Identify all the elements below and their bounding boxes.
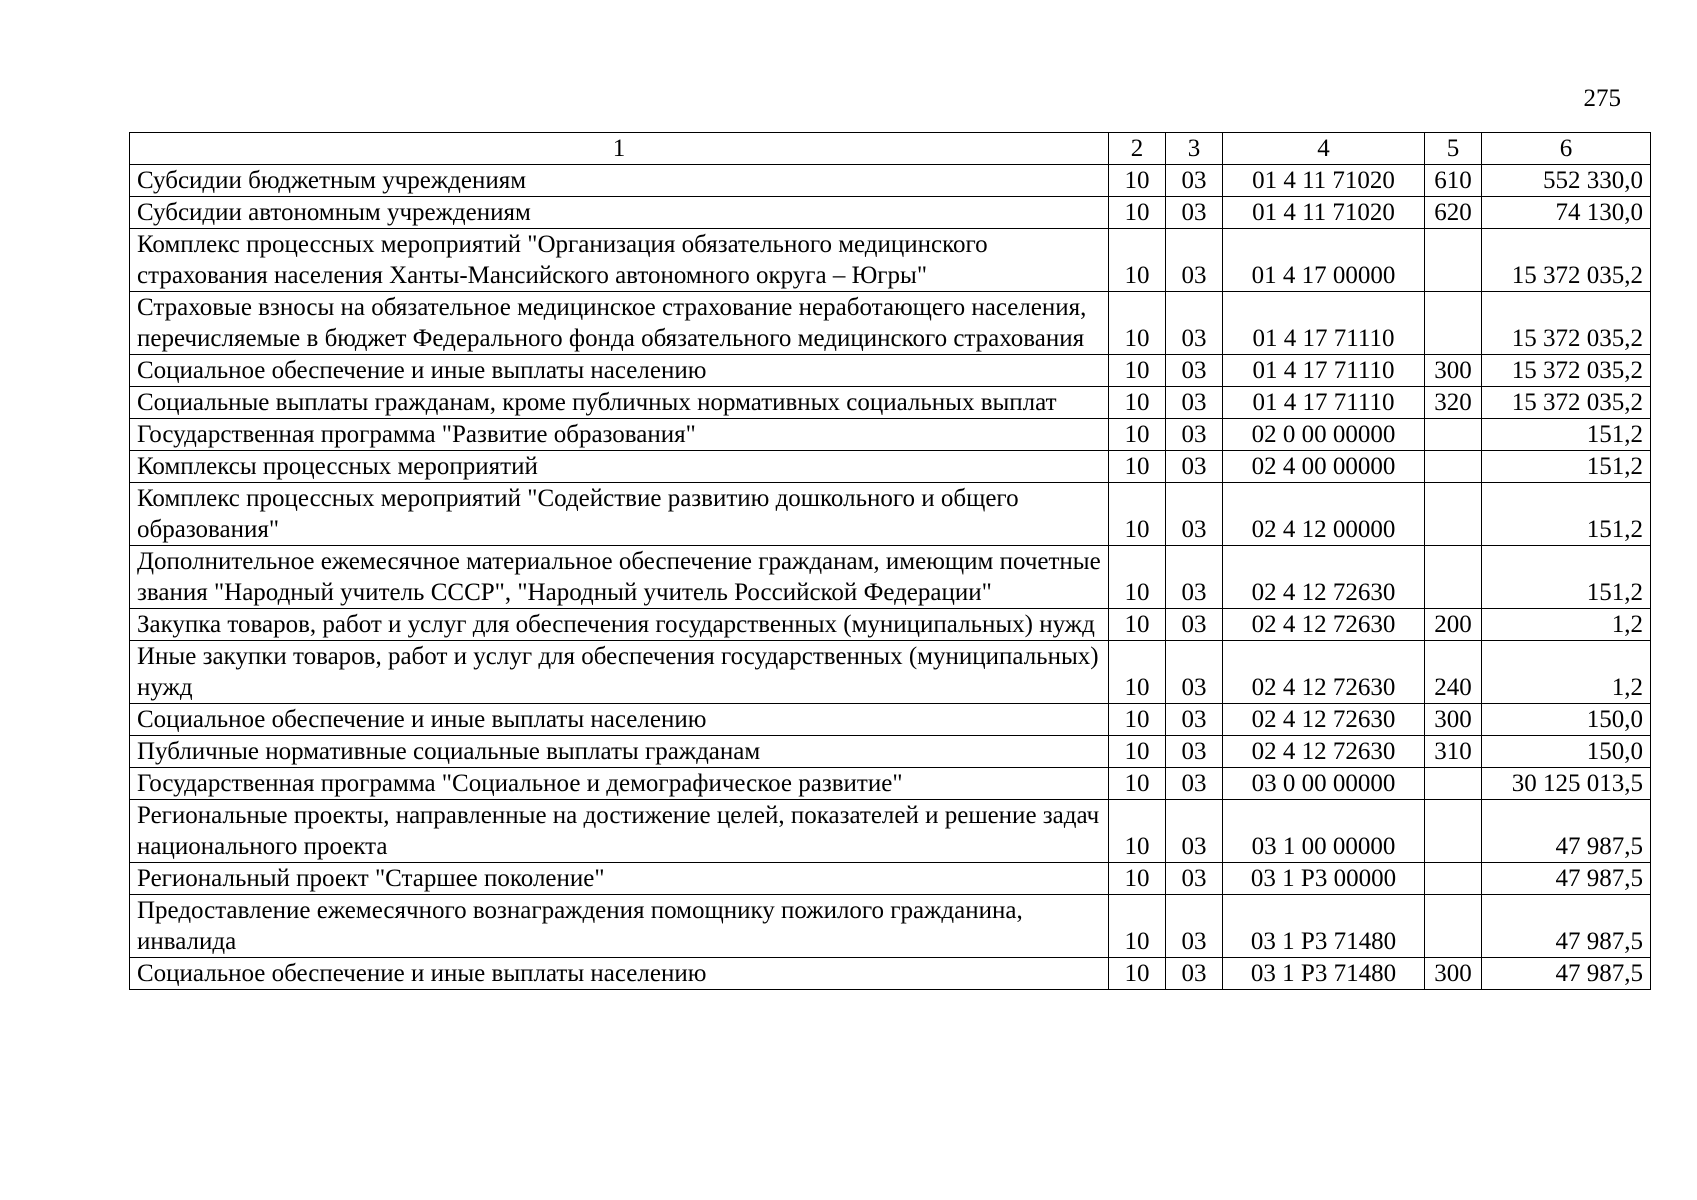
row-subsection-cell: 03 [1166, 958, 1223, 990]
table-row [130, 197, 1651, 229]
row-target-article-cell: 01 4 17 00000 [1223, 229, 1425, 292]
row-subsection-cell: 03 [1166, 165, 1223, 197]
row-target-article-cell: 03 1 P3 00000 [1223, 863, 1425, 895]
row-expense-type-cell [1425, 419, 1482, 451]
row-section-cell: 10 [1109, 292, 1166, 355]
row-target-article-cell: 02 0 00 00000 [1223, 419, 1425, 451]
budget-table [129, 132, 1651, 990]
row-section-cell: 10 [1109, 609, 1166, 641]
column-header-3: 3 [1166, 133, 1223, 165]
row-section-cell: 10 [1109, 768, 1166, 800]
table-row [130, 704, 1651, 736]
row-name-cell: Комплекс процессных мероприятий "Организация обязательного медицинского страхования населения Ханты-Мансийского автономного округа – Югры" [130, 229, 1109, 292]
row-expense-type-cell: 620 [1425, 197, 1482, 229]
table-row [130, 483, 1651, 546]
row-amount-cell: 150,0 [1482, 704, 1651, 736]
row-name-cell: Социальное обеспечение и иные выплаты населению [130, 704, 1109, 736]
row-expense-type-cell [1425, 800, 1482, 863]
row-amount-cell: 1,2 [1482, 641, 1651, 704]
row-subsection-cell: 03 [1166, 768, 1223, 800]
row-name-cell: Иные закупки товаров, работ и услуг для обеспечения государственных (муниципальных) нужд [130, 641, 1109, 704]
row-target-article-cell: 02 4 12 72630 [1223, 736, 1425, 768]
row-amount-cell: 74 130,0 [1482, 197, 1651, 229]
row-subsection-cell: 03 [1166, 197, 1223, 229]
table-row [130, 355, 1651, 387]
row-subsection-cell: 03 [1166, 895, 1223, 958]
row-amount-cell: 47 987,5 [1482, 800, 1651, 863]
row-expense-type-cell [1425, 863, 1482, 895]
row-subsection-cell: 03 [1166, 800, 1223, 863]
row-section-cell: 10 [1109, 387, 1166, 419]
row-target-article-cell: 02 4 12 72630 [1223, 704, 1425, 736]
row-target-article-cell: 03 1 P3 71480 [1223, 958, 1425, 990]
row-name-cell: Комплексы процессных мероприятий [130, 451, 1109, 483]
row-name-cell: Субсидии бюджетным учреждениям [130, 165, 1109, 197]
column-header-6: 6 [1482, 133, 1651, 165]
table-row [130, 165, 1651, 197]
row-amount-cell: 151,2 [1482, 483, 1651, 546]
row-name-cell: Региональные проекты, направленные на достижение целей, показателей и решение задач национального проекта [130, 800, 1109, 863]
row-expense-type-cell: 610 [1425, 165, 1482, 197]
row-expense-type-cell: 300 [1425, 355, 1482, 387]
row-target-article-cell: 01 4 17 71110 [1223, 387, 1425, 419]
row-section-cell: 10 [1109, 736, 1166, 768]
row-section-cell: 10 [1109, 229, 1166, 292]
row-name-cell: Социальное обеспечение и иные выплаты населению [130, 355, 1109, 387]
row-amount-cell: 47 987,5 [1482, 863, 1651, 895]
row-section-cell: 10 [1109, 863, 1166, 895]
table-row [130, 800, 1651, 863]
row-target-article-cell: 02 4 12 72630 [1223, 546, 1425, 609]
row-name-cell: Субсидии автономным учреждениям [130, 197, 1109, 229]
row-amount-cell: 1,2 [1482, 609, 1651, 641]
table-body [130, 165, 1651, 990]
row-subsection-cell: 03 [1166, 229, 1223, 292]
row-subsection-cell: 03 [1166, 387, 1223, 419]
row-section-cell: 10 [1109, 704, 1166, 736]
row-amount-cell: 151,2 [1482, 451, 1651, 483]
row-amount-cell: 47 987,5 [1482, 895, 1651, 958]
row-section-cell: 10 [1109, 641, 1166, 704]
row-name-cell: Закупка товаров, работ и услуг для обеспечения государственных (муниципальных) нужд [130, 609, 1109, 641]
row-subsection-cell: 03 [1166, 546, 1223, 609]
row-subsection-cell: 03 [1166, 641, 1223, 704]
row-amount-cell: 151,2 [1482, 546, 1651, 609]
row-expense-type-cell [1425, 768, 1482, 800]
row-amount-cell: 47 987,5 [1482, 958, 1651, 990]
row-subsection-cell: 03 [1166, 704, 1223, 736]
table-row [130, 736, 1651, 768]
table-row [130, 641, 1651, 704]
table-row [130, 419, 1651, 451]
row-section-cell: 10 [1109, 546, 1166, 609]
row-target-article-cell: 02 4 12 00000 [1223, 483, 1425, 546]
row-subsection-cell: 03 [1166, 609, 1223, 641]
row-section-cell: 10 [1109, 451, 1166, 483]
table-row [130, 546, 1651, 609]
row-target-article-cell: 03 0 00 00000 [1223, 768, 1425, 800]
row-target-article-cell: 01 4 17 71110 [1223, 292, 1425, 355]
row-expense-type-cell [1425, 229, 1482, 292]
table-row [130, 863, 1651, 895]
row-target-article-cell: 02 4 12 72630 [1223, 609, 1425, 641]
row-section-cell: 10 [1109, 800, 1166, 863]
row-amount-cell: 552 330,0 [1482, 165, 1651, 197]
row-subsection-cell: 03 [1166, 419, 1223, 451]
row-section-cell: 10 [1109, 419, 1166, 451]
table-row [130, 229, 1651, 292]
table-header-row [130, 133, 1651, 165]
row-target-article-cell: 01 4 17 71110 [1223, 355, 1425, 387]
row-target-article-cell: 02 4 12 72630 [1223, 641, 1425, 704]
row-expense-type-cell: 300 [1425, 958, 1482, 990]
column-header-4: 4 [1223, 133, 1425, 165]
row-section-cell: 10 [1109, 355, 1166, 387]
row-target-article-cell: 01 4 11 71020 [1223, 165, 1425, 197]
row-expense-type-cell [1425, 292, 1482, 355]
table-row [130, 292, 1651, 355]
row-subsection-cell: 03 [1166, 736, 1223, 768]
table-row [130, 609, 1651, 641]
row-name-cell: Предоставление ежемесячного вознаграждения помощнику пожилого гражданина, инвалида [130, 895, 1109, 958]
row-target-article-cell: 03 1 P3 71480 [1223, 895, 1425, 958]
row-expense-type-cell [1425, 451, 1482, 483]
row-section-cell: 10 [1109, 197, 1166, 229]
row-amount-cell: 30 125 013,5 [1482, 768, 1651, 800]
table-row [130, 387, 1651, 419]
row-expense-type-cell [1425, 546, 1482, 609]
row-amount-cell: 15 372 035,2 [1482, 387, 1651, 419]
row-target-article-cell: 03 1 00 00000 [1223, 800, 1425, 863]
row-subsection-cell: 03 [1166, 451, 1223, 483]
row-amount-cell: 15 372 035,2 [1482, 355, 1651, 387]
row-section-cell: 10 [1109, 483, 1166, 546]
row-amount-cell: 15 372 035,2 [1482, 292, 1651, 355]
row-expense-type-cell: 200 [1425, 609, 1482, 641]
table-row [130, 895, 1651, 958]
table-row [130, 958, 1651, 990]
row-subsection-cell: 03 [1166, 355, 1223, 387]
row-name-cell: Страховые взносы на обязательное медицинское страхование неработающего населения, перечисляемые в бюджет Федерального фонда обязательного медицинского страхования [130, 292, 1109, 355]
row-name-cell: Региональный проект "Старшее поколение" [130, 863, 1109, 895]
table-row [130, 451, 1651, 483]
row-section-cell: 10 [1109, 958, 1166, 990]
row-amount-cell: 150,0 [1482, 736, 1651, 768]
row-subsection-cell: 03 [1166, 483, 1223, 546]
row-expense-type-cell: 320 [1425, 387, 1482, 419]
table-row [130, 768, 1651, 800]
row-name-cell: Государственная программа "Социальное и демографическое развитие" [130, 768, 1109, 800]
row-expense-type-cell [1425, 483, 1482, 546]
row-name-cell: Публичные нормативные социальные выплаты гражданам [130, 736, 1109, 768]
row-expense-type-cell [1425, 895, 1482, 958]
row-name-cell: Государственная программа "Развитие образования" [130, 419, 1109, 451]
column-header-1: 1 [130, 133, 1109, 165]
page-number: 275 [1583, 85, 1621, 112]
row-section-cell: 10 [1109, 165, 1166, 197]
row-subsection-cell: 03 [1166, 292, 1223, 355]
row-name-cell: Социальное обеспечение и иные выплаты населению [130, 958, 1109, 990]
row-subsection-cell: 03 [1166, 863, 1223, 895]
row-expense-type-cell: 310 [1425, 736, 1482, 768]
row-expense-type-cell: 240 [1425, 641, 1482, 704]
row-target-article-cell: 02 4 00 00000 [1223, 451, 1425, 483]
row-section-cell: 10 [1109, 895, 1166, 958]
row-amount-cell: 15 372 035,2 [1482, 229, 1651, 292]
row-expense-type-cell: 300 [1425, 704, 1482, 736]
row-name-cell: Социальные выплаты гражданам, кроме публичных нормативных социальных выплат [130, 387, 1109, 419]
column-header-5: 5 [1425, 133, 1482, 165]
row-name-cell: Комплекс процессных мероприятий "Содействие развитию дошкольного и общего образования" [130, 483, 1109, 546]
column-header-2: 2 [1109, 133, 1166, 165]
row-target-article-cell: 01 4 11 71020 [1223, 197, 1425, 229]
row-amount-cell: 151,2 [1482, 419, 1651, 451]
row-name-cell: Дополнительное ежемесячное материальное обеспечение гражданам, имеющим почетные звания "Народный учитель СССР", "Народный учитель Российской Федерации" [130, 546, 1109, 609]
